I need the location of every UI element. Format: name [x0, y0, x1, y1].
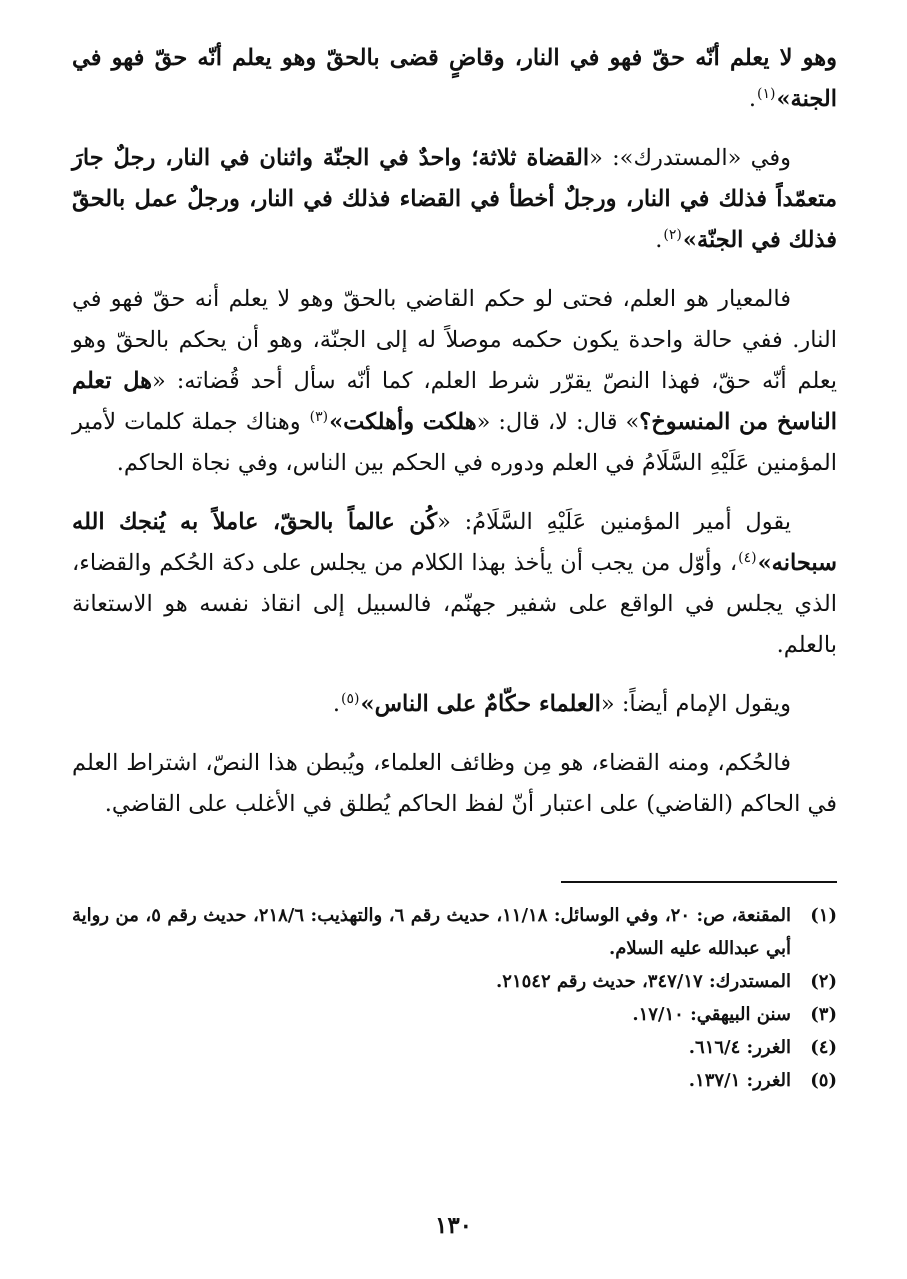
footnote-item	[72, 965, 837, 998]
paragraph-text: فالحُكم، ومنه القضاء، هو مِن وظائف العلماء، ويُبطن هذا النصّ، اشتراط العلم في الحاكم (القاضي) على اعتبار أنّ لفظ الحاكم يُطلق في الأغلب على القاضي.	[72, 750, 837, 817]
paragraph-text: يقول أمير المؤمنين عَلَيْهِ السَّلَامُ: «	[437, 509, 791, 535]
quoted-text: القضاة ثلاثة؛ واحدٌ في الجنّة واثنان في النار، رجلٌ جارَ متعمّداً فذلك في النار، ورجلٌ أخطأ في القضاء فذلك في النار، ورجلٌ عمل بالحقّ فذلك في الجنّة»	[72, 145, 837, 253]
footnote-item	[72, 998, 837, 1031]
quoted-text: العلماء حكّامٌ على الناس»	[360, 691, 601, 717]
footnote-number: (١)	[810, 905, 837, 926]
quoted-text: كُن عالماً بالحقّ، عاملاً به يُنجك الله سبحانه»	[72, 509, 837, 576]
footnote-item	[72, 1031, 837, 1064]
footnote-ref: (٣)	[309, 408, 329, 425]
footnote-item	[72, 899, 837, 965]
paragraph	[72, 743, 837, 825]
footnote-text: الغرر: ١٣٧/١.	[688, 1070, 791, 1091]
paragraph-text: .	[655, 227, 663, 253]
paragraph-text: ، وأوّل من يجب أن يأخذ بهذا الكلام من يجلس على دكة الحُكم والقضاء، الذي يجلس في الواقع على شفير جهنّم، فالسبيل إلى انقاذ نفسه هو الاستعانة بالعلم.	[72, 550, 837, 658]
paragraph	[72, 684, 837, 725]
paragraph-text: .	[332, 691, 341, 717]
quoted-text: وهو لا يعلم أنّه حقّ فهو في النار، وقاضٍ قضى بالحقّ وهو يعلم أنّه حقّ فهو في الجنة»	[72, 45, 837, 112]
footnote-text: المقنعة، ص: ٢٠، وفي الوسائل: ١١/١٨، حديث رقم ٦، والتهذيب: ٢١٨/٦، حديث رقم ٥، من رواية أبي عبدالله عليه السلام.	[72, 905, 792, 959]
footnote-ref: (٢)	[663, 226, 682, 243]
paragraph	[72, 502, 837, 666]
paragraph	[72, 38, 837, 120]
quoted-text: هلكت وأهلكت»	[329, 409, 477, 435]
footnote-ref: (١)	[756, 85, 776, 102]
paragraph-text: .	[748, 86, 756, 112]
paragraph-text: ويقول الإمام أيضاً: «	[600, 691, 791, 717]
footnote-number: (٢)	[810, 971, 837, 992]
footnote-ref: (٥)	[341, 690, 360, 707]
footnote-text: المستدرك: ٣٤٧/١٧، حديث رقم ٢١٥٤٢.	[496, 971, 791, 992]
footnotes	[72, 899, 837, 1097]
footnote-number: (٥)	[810, 1070, 837, 1091]
quoted-text: هل تعلم الناسخ من المنسوخ؟	[72, 368, 837, 435]
paragraph-text: » قال: لا، قال: «	[476, 409, 640, 435]
footnote-divider	[561, 881, 837, 883]
footnote-number: (٣)	[810, 1004, 837, 1025]
paragraph-text: وهناك جملة كلمات لأمير المؤمنين عَلَيْهِ السَّلَامُ في العلم ودوره في الحكم بين الناس، وفي نجاة الحاكم.	[72, 409, 837, 476]
footnote-text: الغرر: ٦١٦/٤.	[688, 1037, 791, 1058]
footnote-number: (٤)	[810, 1037, 837, 1058]
paragraph	[72, 279, 837, 484]
footnote-text: سنن البيهقي: ١٧/١٠.	[632, 1004, 791, 1025]
paragraph-text: وفي «المستدرك»: «	[589, 145, 791, 171]
paragraph	[72, 138, 837, 261]
page-number: ١٣٠	[434, 1212, 473, 1239]
footnote-item	[72, 1064, 837, 1097]
paragraph-text: فالمعيار هو العلم، فحتى لو حكم القاضي بالحقّ وهو لا يعلم أنه حقّ فهو في النار. ففي حالة واحدة يكون حكمه موصلاً له إلى الجنّة، وهو أن يحكم بالحقّ وهو يعلم أنّه حقّ، فهذا النصّ يقرّر شرط العلم، كما أنّه سأل أحد قُضاته: «	[72, 286, 838, 394]
footnote-ref: (٤)	[738, 549, 757, 566]
main-text	[72, 38, 837, 825]
